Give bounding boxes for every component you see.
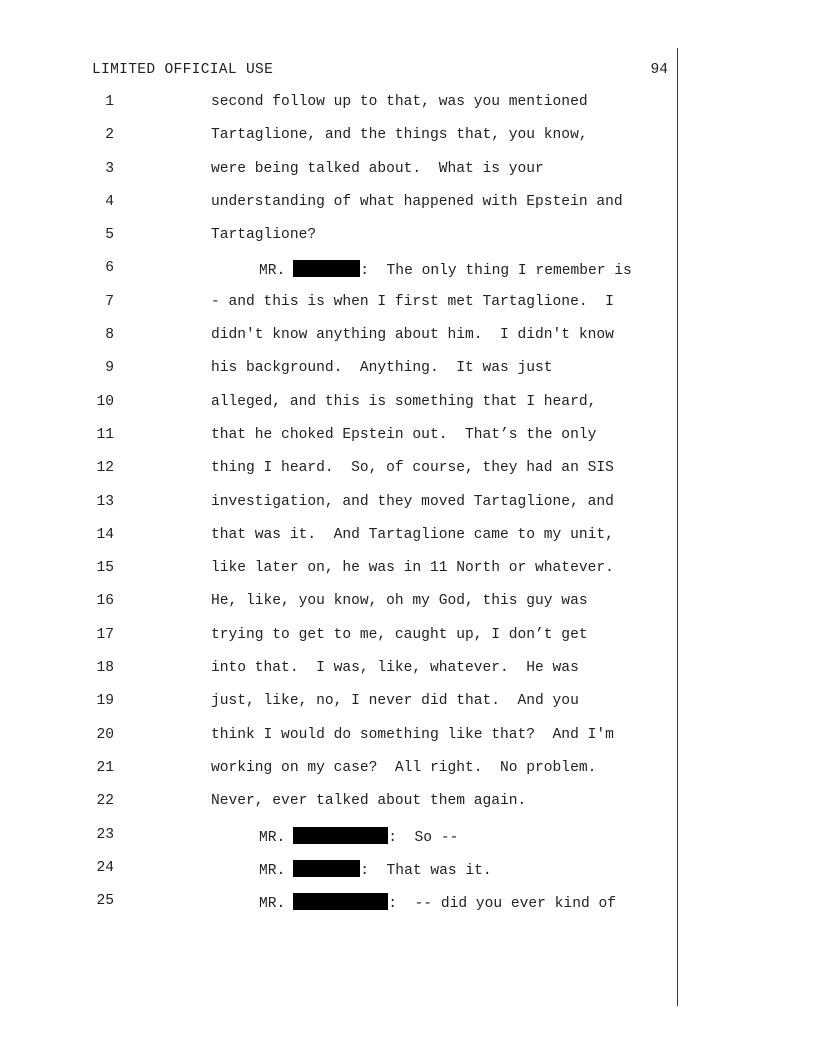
line-text: thing I heard. So, of course, they had an SIS bbox=[211, 460, 614, 477]
line-text: : That was it. bbox=[360, 862, 492, 879]
transcript-line bbox=[0, 161, 816, 194]
line-text: Never, ever talked about them again. bbox=[211, 793, 527, 810]
line-number: 22 bbox=[96, 793, 114, 810]
line-number: 1 bbox=[105, 94, 114, 110]
line-number: 6 bbox=[105, 260, 114, 277]
line-text: think I would do something like that? And I'm bbox=[211, 726, 614, 743]
speaker-prefix: MR. bbox=[259, 829, 286, 846]
line-number: 8 bbox=[105, 327, 114, 344]
line-number: 20 bbox=[96, 726, 114, 743]
line-text: his background. Anything. It was just bbox=[211, 360, 553, 377]
line-number: 7 bbox=[105, 293, 114, 310]
line-number: 5 bbox=[105, 227, 114, 244]
speaker-prefix: MR. bbox=[259, 862, 286, 879]
line-number: 10 bbox=[96, 393, 114, 410]
line-number: 3 bbox=[105, 160, 114, 177]
line-number: 23 bbox=[96, 826, 114, 843]
transcript-line bbox=[0, 660, 816, 693]
line-number: 16 bbox=[96, 593, 114, 610]
line-text: - and this is when I first met Tartaglione. I bbox=[211, 293, 614, 310]
line-text: like later on, he was in 11 North or whatever. bbox=[211, 560, 614, 577]
transcript-line bbox=[0, 360, 816, 393]
transcript-line bbox=[0, 860, 816, 893]
line-text: investigation, and they moved Tartaglione, and bbox=[211, 493, 614, 510]
speaker-line bbox=[259, 260, 632, 279]
line-text: : -- did you ever kind of bbox=[388, 896, 616, 913]
line-text: were being talked about. What is your bbox=[211, 160, 544, 177]
transcript-body bbox=[0, 94, 816, 926]
transcript-line bbox=[0, 460, 816, 493]
transcript-line bbox=[0, 127, 816, 160]
redaction-box bbox=[293, 260, 360, 277]
speaker-line bbox=[259, 893, 616, 912]
page-number: 94 bbox=[650, 62, 668, 78]
transcript-line bbox=[0, 827, 816, 860]
line-text: : So -- bbox=[388, 829, 459, 846]
transcript-line bbox=[0, 760, 816, 793]
line-text: Tartaglione, and the things that, you know, bbox=[211, 127, 588, 144]
transcript-line bbox=[0, 427, 816, 460]
redaction-box bbox=[293, 827, 388, 844]
classification-header: LIMITED OFFICIAL USE bbox=[92, 62, 274, 78]
line-number: 15 bbox=[96, 560, 114, 577]
transcript-line bbox=[0, 94, 816, 127]
transcript-line bbox=[0, 494, 816, 527]
line-number: 13 bbox=[96, 493, 114, 510]
redaction-box bbox=[293, 893, 388, 910]
line-number: 25 bbox=[96, 893, 114, 910]
line-text: second follow up to that, was you mentioned bbox=[211, 94, 588, 110]
line-number: 2 bbox=[105, 127, 114, 144]
transcript-line bbox=[0, 793, 816, 826]
line-text: didn't know anything about him. I didn't know bbox=[211, 327, 614, 344]
line-number: 4 bbox=[105, 193, 114, 210]
transcript-line bbox=[0, 593, 816, 626]
transcript-line bbox=[0, 294, 816, 327]
speaker-line bbox=[259, 827, 458, 846]
line-number: 12 bbox=[96, 460, 114, 477]
line-text: alleged, and this is something that I heard, bbox=[211, 393, 597, 410]
line-number: 11 bbox=[96, 426, 114, 443]
line-number: 19 bbox=[96, 693, 114, 710]
line-number: 9 bbox=[105, 360, 114, 377]
line-text: that was it. And Tartaglione came to my unit, bbox=[211, 526, 614, 543]
transcript-line bbox=[0, 560, 816, 593]
transcript-line bbox=[0, 727, 816, 760]
speaker-prefix: MR. bbox=[259, 263, 286, 280]
line-text: that he choked Epstein out. That’s the only bbox=[211, 426, 597, 443]
line-text: : The only thing I remember is bbox=[360, 263, 632, 280]
line-text: working on my case? All right. No problem. bbox=[211, 759, 597, 776]
line-text: trying to get to me, caught up, I don’t get bbox=[211, 626, 588, 643]
redaction-box bbox=[293, 860, 360, 877]
transcript-line bbox=[0, 893, 816, 926]
line-text: just, like, no, I never did that. And you bbox=[211, 693, 579, 710]
transcript-line bbox=[0, 394, 816, 427]
line-text: He, like, you know, oh my God, this guy was bbox=[211, 593, 588, 610]
line-number: 21 bbox=[96, 759, 114, 776]
transcript-line bbox=[0, 260, 816, 293]
transcript-line bbox=[0, 693, 816, 726]
line-number: 14 bbox=[96, 526, 114, 543]
speaker-line bbox=[259, 860, 492, 879]
line-number: 17 bbox=[96, 626, 114, 643]
line-text: into that. I was, like, whatever. He was bbox=[211, 660, 579, 677]
line-number: 24 bbox=[96, 859, 114, 876]
line-text: understanding of what happened with Epstein and bbox=[211, 193, 623, 210]
transcript-line bbox=[0, 194, 816, 227]
transcript-line bbox=[0, 227, 816, 260]
line-text: Tartaglione? bbox=[211, 227, 317, 244]
speaker-prefix: MR. bbox=[259, 896, 286, 913]
transcript-line bbox=[0, 627, 816, 660]
line-number: 18 bbox=[96, 660, 114, 677]
transcript-line bbox=[0, 327, 816, 360]
transcript-line bbox=[0, 527, 816, 560]
